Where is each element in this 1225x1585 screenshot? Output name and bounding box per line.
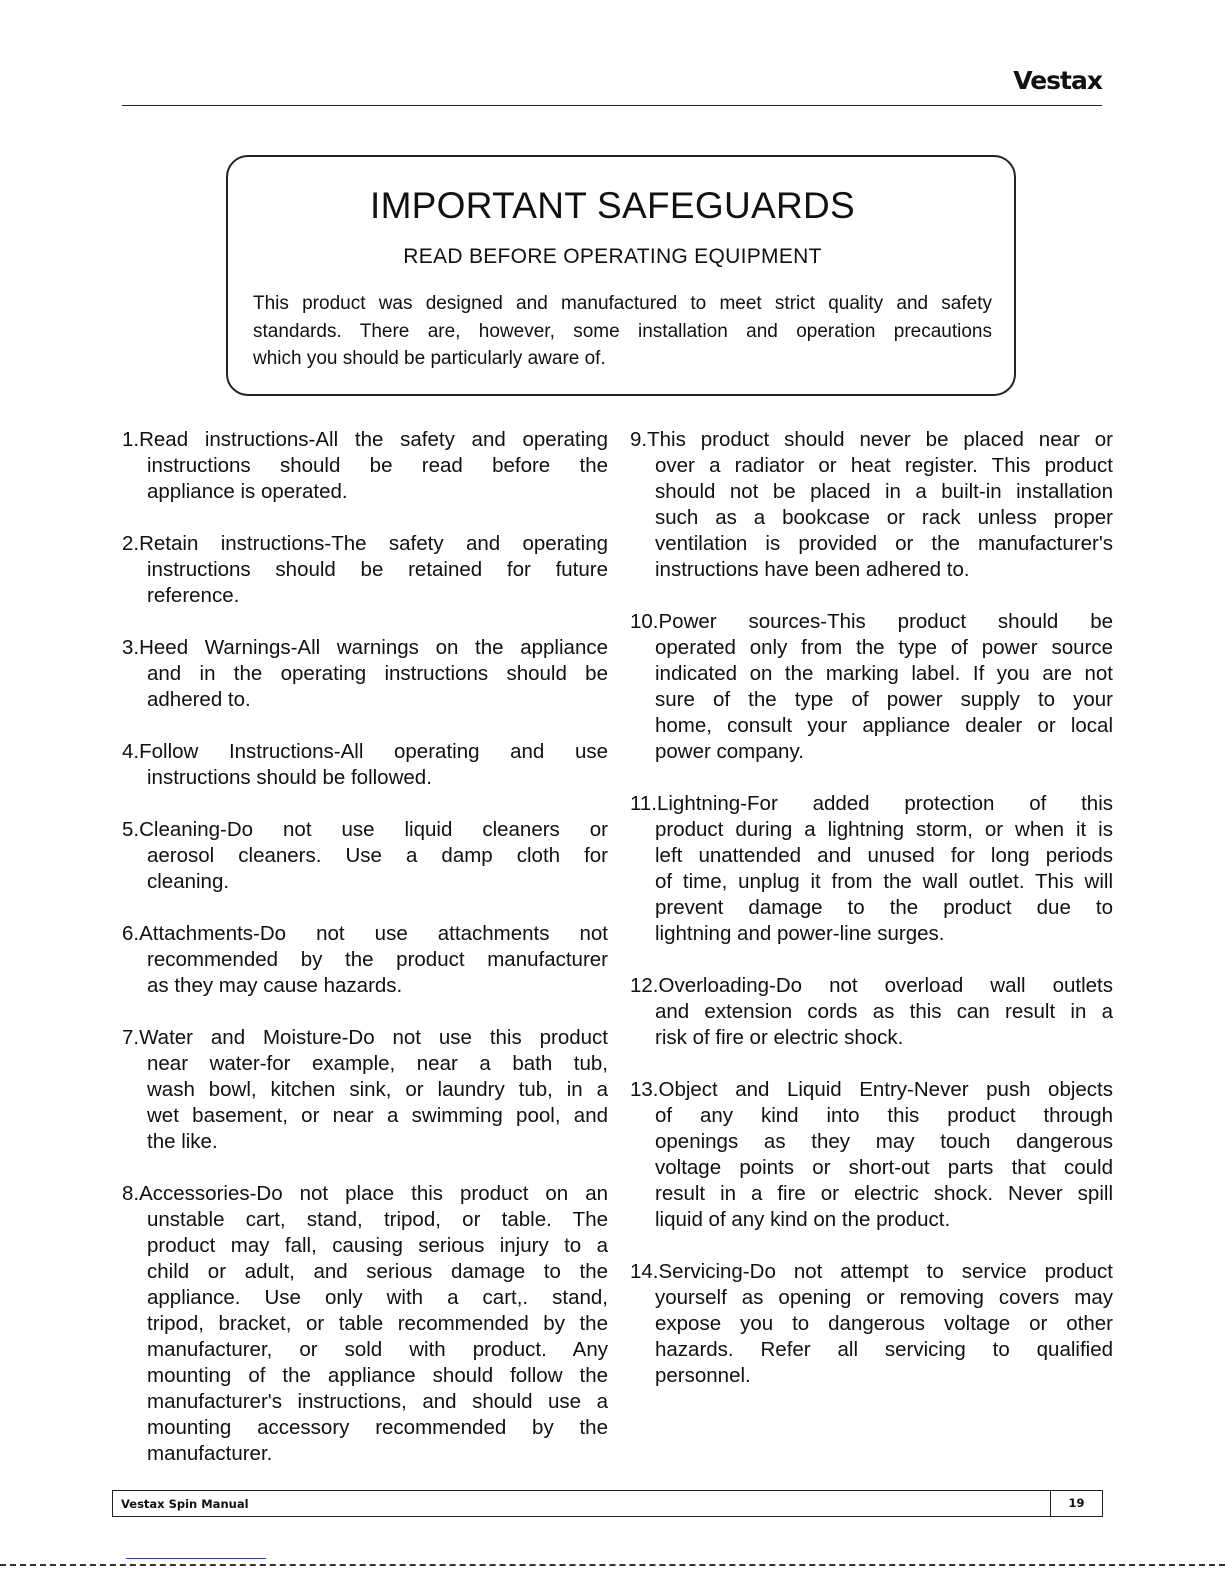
safeguard-item [122, 921, 608, 999]
item-line: manufacturer. [147, 1442, 273, 1465]
item-line: over a radiator or heat register. This product [655, 454, 1113, 477]
page-number: 19 [1050, 1491, 1102, 1516]
safeguard-item [122, 427, 608, 505]
item-line: the like. [147, 1130, 218, 1153]
footer-title: Vestax Spin Manual [121, 1497, 249, 1511]
item-line: 2.Retain instructions-The safety and operating [122, 532, 608, 555]
item-line: ventilation is provided or the manufacturer's [655, 532, 1113, 555]
item-line: and extension cords as this can result in a [655, 1000, 1113, 1023]
item-line: prevent damage to the product due to [655, 896, 1113, 919]
item-line: operated only from the type of power source [655, 636, 1113, 659]
item-line: 4.Follow Instructions-All operating and use [122, 740, 608, 763]
safeguard-item [122, 635, 608, 713]
item-line: unstable cart, stand, tripod, or table. The [147, 1208, 608, 1231]
safeguard-item [630, 609, 1113, 765]
intro-line: which you should be particularly aware of. [253, 348, 606, 369]
item-line: product during a lightning storm, or when it is [655, 818, 1113, 841]
item-line: mounting accessory recommended by the [147, 1416, 608, 1439]
intro-paragraph [253, 290, 992, 373]
safeguard-item [122, 531, 608, 609]
safeguard-item [630, 791, 1113, 947]
item-line: manufacturer's instructions, and should use a [147, 1390, 608, 1413]
item-line: of time, unplug it from the wall outlet. This will [655, 870, 1113, 893]
safeguard-item [630, 973, 1113, 1051]
item-line: power company. [655, 740, 804, 763]
item-line: of any kind into this product through [655, 1104, 1113, 1127]
item-line: and in the operating instructions should be [147, 662, 608, 685]
item-line: liquid of any kind on the product. [655, 1208, 951, 1231]
item-line: voltage points or short-out parts that could [655, 1156, 1113, 1179]
item-line: manufacturer, or sold with product. Any [147, 1338, 608, 1361]
item-line: left unattended and unused for long periods [655, 844, 1113, 867]
item-line: lightning and power-line surges. [655, 922, 945, 945]
item-line: 14.Servicing-Do not attempt to service product [630, 1260, 1113, 1283]
item-line: recommended by the product manufacturer [147, 948, 608, 971]
safeguard-item [122, 817, 608, 895]
safeguard-item [630, 427, 1113, 583]
item-line: child or adult, and serious damage to the [147, 1260, 608, 1283]
item-line: as they may cause hazards. [147, 974, 403, 997]
item-line: aerosol cleaners. Use a damp cloth for [147, 844, 608, 867]
item-line: instructions should be retained for future [147, 558, 608, 581]
item-line: 10.Power sources-This product should be [630, 610, 1113, 633]
item-line: 3.Heed Warnings-All warnings on the appliance [122, 636, 608, 659]
item-line: such as a bookcase or rack unless proper [655, 506, 1113, 529]
page-break-divider [0, 1564, 1225, 1566]
right-column [630, 427, 1113, 1415]
item-line: 7.Water and Moisture-Do not use this product [122, 1026, 608, 1049]
item-line: 8.Accessories-Do not place this product on an [122, 1182, 608, 1205]
item-line: wet basement, or near a swimming pool, and [147, 1104, 608, 1127]
safeguard-item [630, 1077, 1113, 1233]
safeguard-item [630, 1259, 1113, 1389]
item-line: appliance. Use only with a cart,. stand, [147, 1286, 608, 1309]
item-line: 12.Overloading-Do not overload wall outlets [630, 974, 1113, 997]
safeguard-item [122, 1025, 608, 1155]
item-line: instructions have been adhered to. [655, 558, 970, 581]
item-line: hazards. Refer all servicing to qualified [655, 1338, 1113, 1361]
item-line: mounting of the appliance should follow the [147, 1364, 608, 1387]
item-line: product may fall, causing serious injury to a [147, 1234, 608, 1257]
item-line: instructions should be followed. [147, 766, 432, 789]
item-line: appliance is operated. [147, 480, 348, 503]
item-line: should not be placed in a built-in installation [655, 480, 1113, 503]
item-line: cleaning. [147, 870, 230, 893]
link-underline [126, 1558, 266, 1559]
item-line: 9.This product should never be placed near or [630, 428, 1113, 451]
item-line: personnel. [655, 1364, 751, 1387]
page-subtitle: READ BEFORE OPERATING EQUIPMENT [403, 245, 822, 268]
item-line: 6.Attachments-Do not use attachments not [122, 922, 608, 945]
item-line: 11.Lightning-For added protection of this [630, 792, 1113, 815]
page-title: IMPORTANT SAFEGUARDS [369, 185, 855, 226]
item-line: risk of fire or electric shock. [655, 1026, 904, 1049]
item-line: instructions should be read before the [147, 454, 608, 477]
footer-bar [112, 1490, 1103, 1517]
item-line: sure of the type of power supply to your [655, 688, 1113, 711]
left-column [122, 427, 608, 1493]
item-line: home, consult your appliance dealer or local [655, 714, 1113, 737]
item-line: result in a fire or electric shock. Never spill [655, 1182, 1113, 1205]
item-line: wash bowl, kitchen sink, or laundry tub, in a [147, 1078, 608, 1101]
intro-line: This product was designed and manufactured to meet strict quality and safety [253, 293, 992, 314]
item-line: adhered to. [147, 688, 251, 711]
safeguard-item [122, 1181, 608, 1467]
item-line: 5.Cleaning-Do not use liquid cleaners or [122, 818, 608, 841]
item-line: indicated on the marking label. If you are not [655, 662, 1113, 685]
vestax-logo: Vestax [1013, 66, 1102, 95]
item-line: near water-for example, near a bath tub, [147, 1052, 608, 1075]
safeguard-item [122, 739, 608, 791]
intro-line: standards. There are, however, some installation and operation precautions [253, 320, 992, 342]
item-line: openings as they may touch dangerous [655, 1130, 1113, 1153]
item-line: yourself as opening or removing covers may [655, 1286, 1113, 1309]
item-line: tripod, bracket, or table recommended by the [147, 1312, 608, 1335]
item-line: 13.Object and Liquid Entry-Never push objects [630, 1078, 1113, 1101]
header-rule [122, 105, 1102, 106]
item-line: 1.Read instructions-All the safety and operating [122, 428, 608, 451]
item-line: expose you to dangerous voltage or other [655, 1312, 1113, 1335]
item-line: reference. [147, 584, 240, 607]
